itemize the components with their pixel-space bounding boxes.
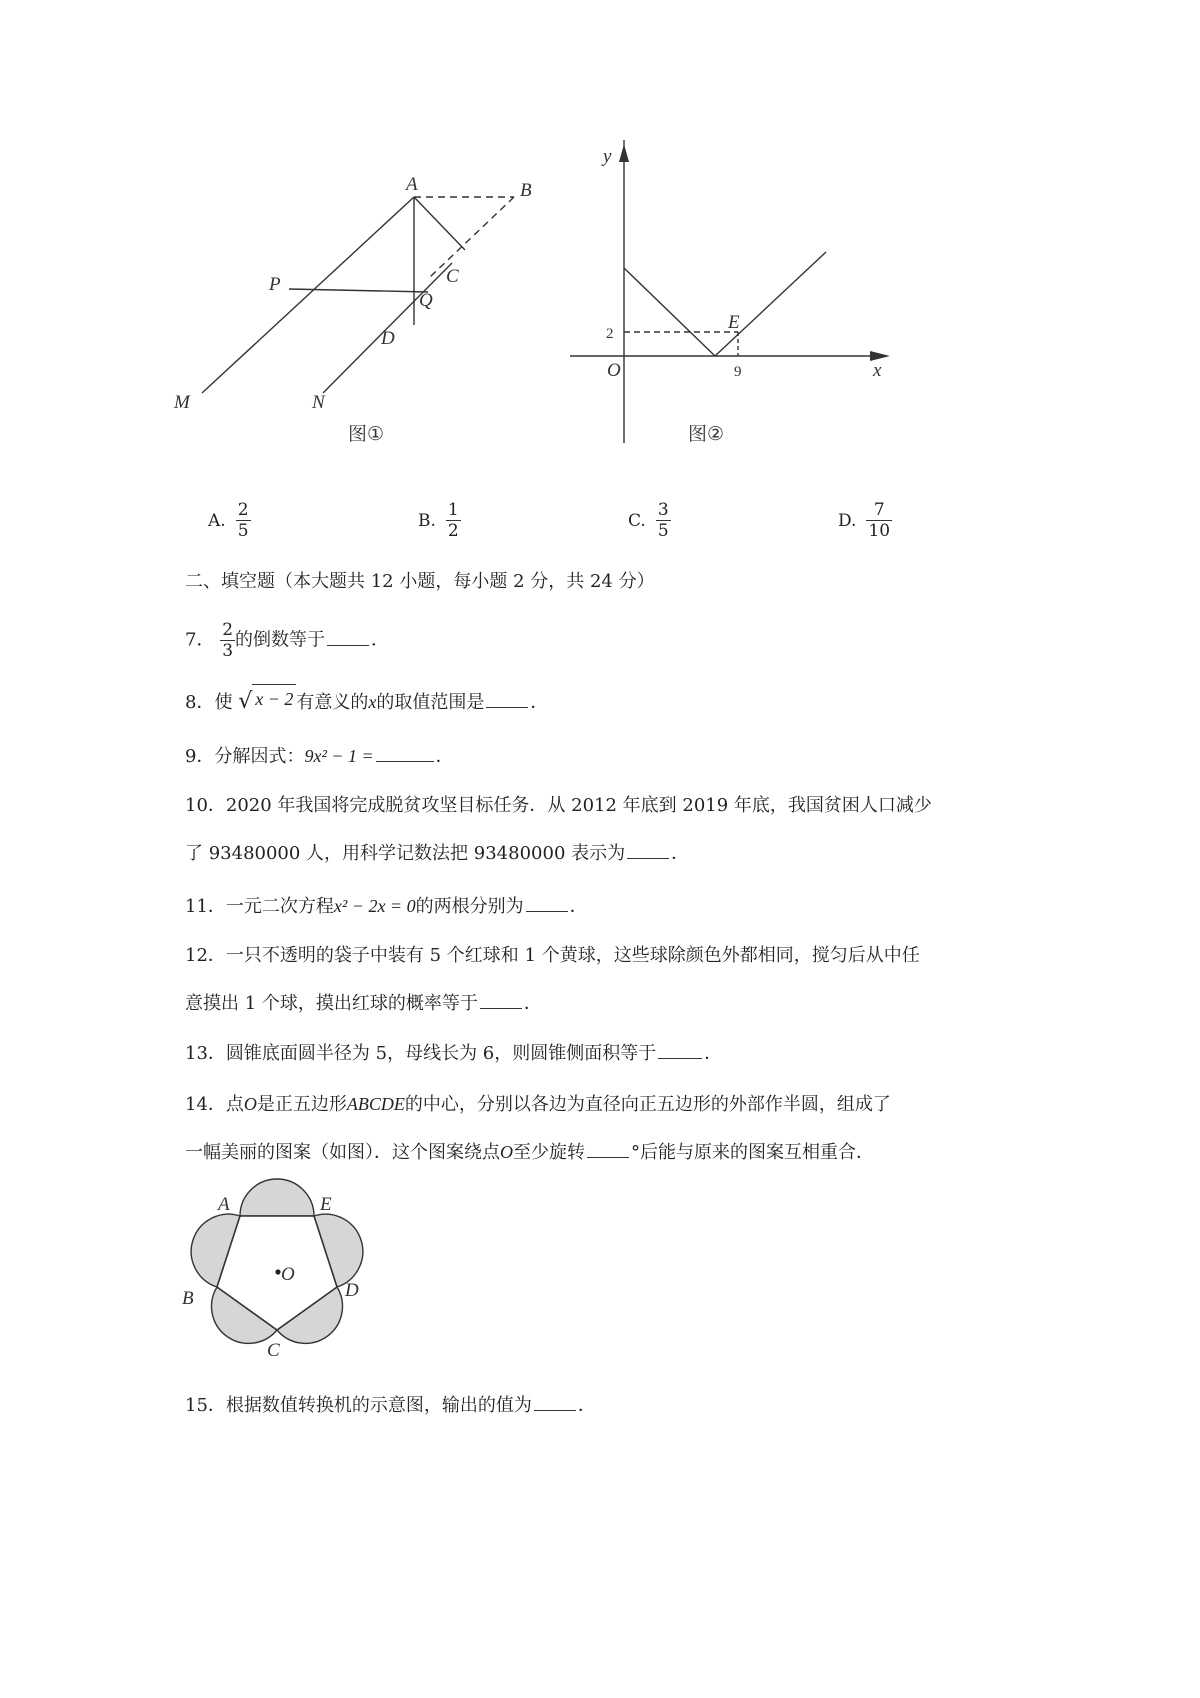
line-ma xyxy=(202,197,414,393)
figure-3-pentagon xyxy=(180,1170,400,1370)
graph-right-segment xyxy=(715,252,826,356)
answer-blank-9[interactable] xyxy=(376,760,434,762)
question-8: 8．使 √ x − 2 有意义的x的取值范围是 ． xyxy=(185,684,548,717)
segment-pq xyxy=(289,289,428,292)
tick-y-2: 2 xyxy=(606,326,614,342)
label-n: N xyxy=(312,392,325,413)
label-q: Q xyxy=(419,290,433,311)
option-c-letter: C. xyxy=(628,510,646,531)
label-p: P xyxy=(269,274,281,295)
question-14-line1: 14．点O是正五边形ABCDE的中心，分别以各边为直径向正五边形的外部作半圆，组成了 xyxy=(185,1094,891,1115)
question-14-line2: 一幅美丽的图案（如图）．这个图案绕点O至少旋转 °后能与原来的图案互相重合． xyxy=(185,1142,874,1163)
answer-blank-7[interactable] xyxy=(327,644,369,646)
question-7: 7． $\frac{2}{3}$ 的倒数等于 ． xyxy=(185,620,390,661)
answer-blank-8[interactable] xyxy=(486,706,528,708)
figure-2-caption: 图② xyxy=(688,423,725,445)
pentagon-label-e: E xyxy=(320,1194,332,1215)
figure-2 xyxy=(600,140,930,480)
option-c[interactable] xyxy=(628,500,671,541)
pentagon-label-a: A xyxy=(218,1194,230,1215)
answer-blank-13[interactable] xyxy=(658,1057,702,1059)
option-b-letter: B. xyxy=(418,510,436,531)
option-a[interactable] xyxy=(208,500,251,541)
figure-1-caption: 图① xyxy=(348,423,385,445)
y-axis-arrow xyxy=(619,144,629,162)
axis-x-label: x xyxy=(873,360,882,381)
option-a-fraction: $\frac{2}{5}$ xyxy=(237,500,249,541)
option-d-letter: D. xyxy=(838,510,857,531)
option-d-fraction: $\frac{7}{10}$ xyxy=(868,500,891,541)
question-11: 11．一元二次方程x² − 2x = 0的两根分别为 ． xyxy=(185,896,588,917)
answer-blank-15[interactable] xyxy=(534,1409,576,1411)
option-b-fraction: $\frac{1}{2}$ xyxy=(447,500,459,541)
answer-blank-12[interactable] xyxy=(480,1007,522,1009)
segment-ac xyxy=(414,197,465,250)
question-9: 9．分解因式：9x² − 1 = ． xyxy=(185,746,454,767)
option-d[interactable] xyxy=(838,500,892,541)
question-13: 13．圆锥底面圆半径为 5，母线长为 6，则圆锥侧面积等于 ． xyxy=(185,1043,723,1064)
question-12-line2: 意摸出 1 个球，摸出红球的概率等于 ． xyxy=(185,993,542,1014)
tick-x-9: 9 xyxy=(734,364,742,380)
label-e: E xyxy=(728,312,740,333)
pentagon-label-d: D xyxy=(345,1280,359,1301)
question-10-line2: 了 93480000 人，用科学记数法把 93480000 表示为 ． xyxy=(185,843,690,864)
label-m: M xyxy=(174,392,190,413)
figure-1 xyxy=(174,170,580,490)
pentagon-label-b: B xyxy=(182,1288,194,1309)
answer-blank-11[interactable] xyxy=(526,910,568,912)
axis-y-label: y xyxy=(603,146,612,167)
q8-sqrt: √ x − 2 xyxy=(238,684,296,713)
segment-bc-dashed xyxy=(430,197,514,277)
pentagon-label-o: O xyxy=(281,1264,295,1285)
label-a: A xyxy=(406,174,418,195)
option-a-letter: A. xyxy=(208,510,226,531)
section-title: 二、填空题（本大题共 12 小题，每小题 2 分，共 24 分） xyxy=(185,571,655,592)
origin-label: O xyxy=(607,360,621,381)
semicircle-ae xyxy=(240,1179,314,1216)
option-c-fraction: $\frac{3}{5}$ xyxy=(657,500,669,541)
label-b: B xyxy=(520,180,532,201)
answer-blank-10[interactable] xyxy=(627,857,669,859)
question-10-line1: 10．2020 年我国将完成脱贫攻坚目标任务．从 2012 年底到 2019 年底，我国贫困人口减少 xyxy=(185,795,932,816)
graph-left-segment xyxy=(624,268,715,356)
center-point-o xyxy=(275,1269,280,1274)
q7-fraction: $\frac{2}{3}$ xyxy=(222,620,234,661)
pentagon-label-c: C xyxy=(267,1340,280,1361)
label-d: D xyxy=(381,328,395,349)
option-b[interactable] xyxy=(418,500,461,541)
label-c: C xyxy=(446,266,459,287)
answer-blank-14[interactable] xyxy=(587,1156,629,1158)
question-12-line1: 12．一只不透明的袋子中装有 5 个红球和 1 个黄球，这些球除颜色外都相同，搅匀后从中任 xyxy=(185,945,920,966)
question-15: 15．根据数值转换机的示意图，输出的值为 ． xyxy=(185,1395,596,1416)
